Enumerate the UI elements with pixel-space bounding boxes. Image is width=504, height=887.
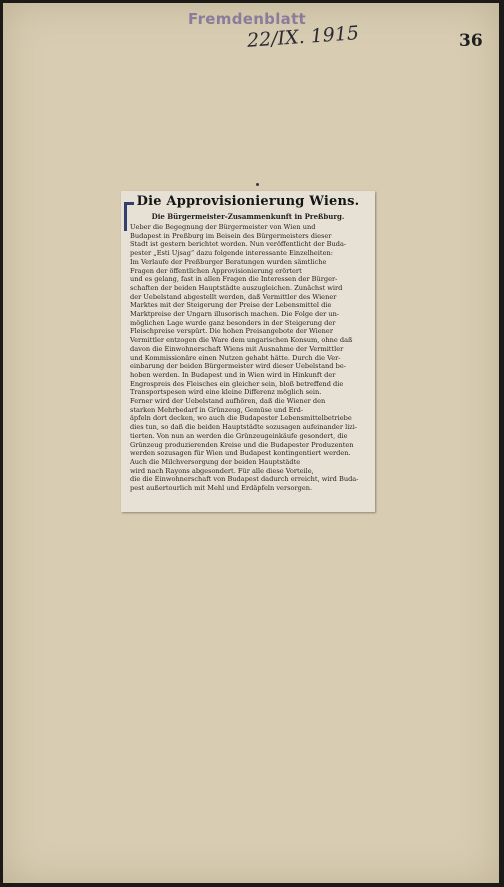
- article-line: wird nach Rayons abgesondert. Für alle diese Vorteile,: [130, 466, 314, 475]
- article-line: die die Einwohnerschaft von Budapest dadurch erreicht, wird Buda-: [130, 475, 359, 484]
- article-line: dies tun, so daß die beiden Hauptstädte sozusagen aufeinander lizi-: [130, 423, 358, 432]
- article-headline: Die Approvisionierung Wiens.: [136, 194, 360, 209]
- newspaper-stamp: Fremdenblatt: [188, 10, 307, 28]
- article-line: und Kommissionäre einen Nutzen gehabt hätte. Durch die Ver-: [130, 353, 341, 362]
- article-line: Vermittler entzogen die Ware dem ungarischen Konsum, ohne daß: [130, 336, 353, 345]
- article-line: Fragen der öffentlichen Approvisionierung erörtert: [130, 266, 302, 275]
- handwritten-date: 22/IX. 1915: [246, 22, 360, 52]
- article-body: [130, 223, 370, 493]
- article-line: Marktpreise der Ungarn illusorisch machen. Die Folge der un-: [130, 310, 340, 319]
- article-line: pest außertourlich mit Mehl und Erdäpfeln versorgen.: [130, 484, 313, 493]
- article-line: äpfeln dort decken, wo auch die Budapester Lebensmittelbetriebe: [130, 414, 352, 423]
- article-subheadline: Die Bürgermeister-Zusammenkunft in Preßburg.: [151, 212, 345, 221]
- article-line: Budapest in Preßburg im Beisein des Bürgermeisters dieser: [130, 231, 332, 240]
- newspaper-clipping: [121, 191, 375, 512]
- article-line: Stadt ist gestern berichtet worden. Nun veröffentlicht der Buda-: [130, 240, 347, 249]
- article-line: und es gelang, fast in allen Fragen die Interessen der Bürger-: [130, 275, 338, 284]
- article-line: starken Mehrbedarf in Grünzeug, Gemüse und Erd-: [130, 405, 304, 414]
- article-line: Engrospreis des Fleisches ein gleicher sein, bloß betreffend die: [130, 379, 344, 388]
- article-line: Fleischpreise verspürt. Die hohen Preisangebote der Wiener: [130, 327, 333, 336]
- article-line: einbarung der beiden Bürgermeister wird dieser Uebelstand be-: [130, 362, 346, 371]
- article-line: werden sozusagen für Wien und Budapest kontingentiert werden.: [130, 449, 351, 458]
- article-line: Ueber die Begegnung der Bürgermeister von Wien und: [130, 223, 316, 231]
- article-line: Transportspesen wird eine kleine Differenz möglich sein.: [130, 388, 322, 397]
- pin-mark: [256, 183, 259, 186]
- article-line: der Uebelstand abgestellt werden, daß Vermittler des Wiener: [130, 292, 337, 301]
- article-line: Ferner wird der Uebelstand aufhören, daß die Wiener den: [130, 397, 326, 406]
- article-line: Marktes mit der Steigerung der Preise der Lebensmittel die: [130, 301, 332, 310]
- article-line: Im Verlaufe der Preßburger Beratungen wurden sämtliche: [130, 257, 327, 266]
- article-line: davon die Einwohnerschaft Wiens mit Ausnahme der Vermittler: [130, 344, 344, 353]
- article-line: möglichen Lage wurde ganz besonders in der Steigerung der: [130, 318, 336, 327]
- article-line: schaften der beiden Hauptstädte auszugleichen. Zunächst wird: [130, 283, 343, 292]
- article-line: Grünzeug produzierenden Kreise und die Budapester Produzenten: [130, 440, 354, 449]
- article-line: pester „Esti Ujsag“ dazu folgende interessante Einzelheiten:: [130, 249, 333, 258]
- page-number: 36: [459, 31, 483, 51]
- article-line: Auch die Milchversorgung der beiden Hauptstädte: [130, 457, 301, 466]
- article-line: tierten. Von nun an werden die Grünzeugeinkäufe gesondert, die: [130, 431, 348, 440]
- article-line: hoben werden. In Budapest und in Wien wird in Hinkunft der: [130, 370, 336, 379]
